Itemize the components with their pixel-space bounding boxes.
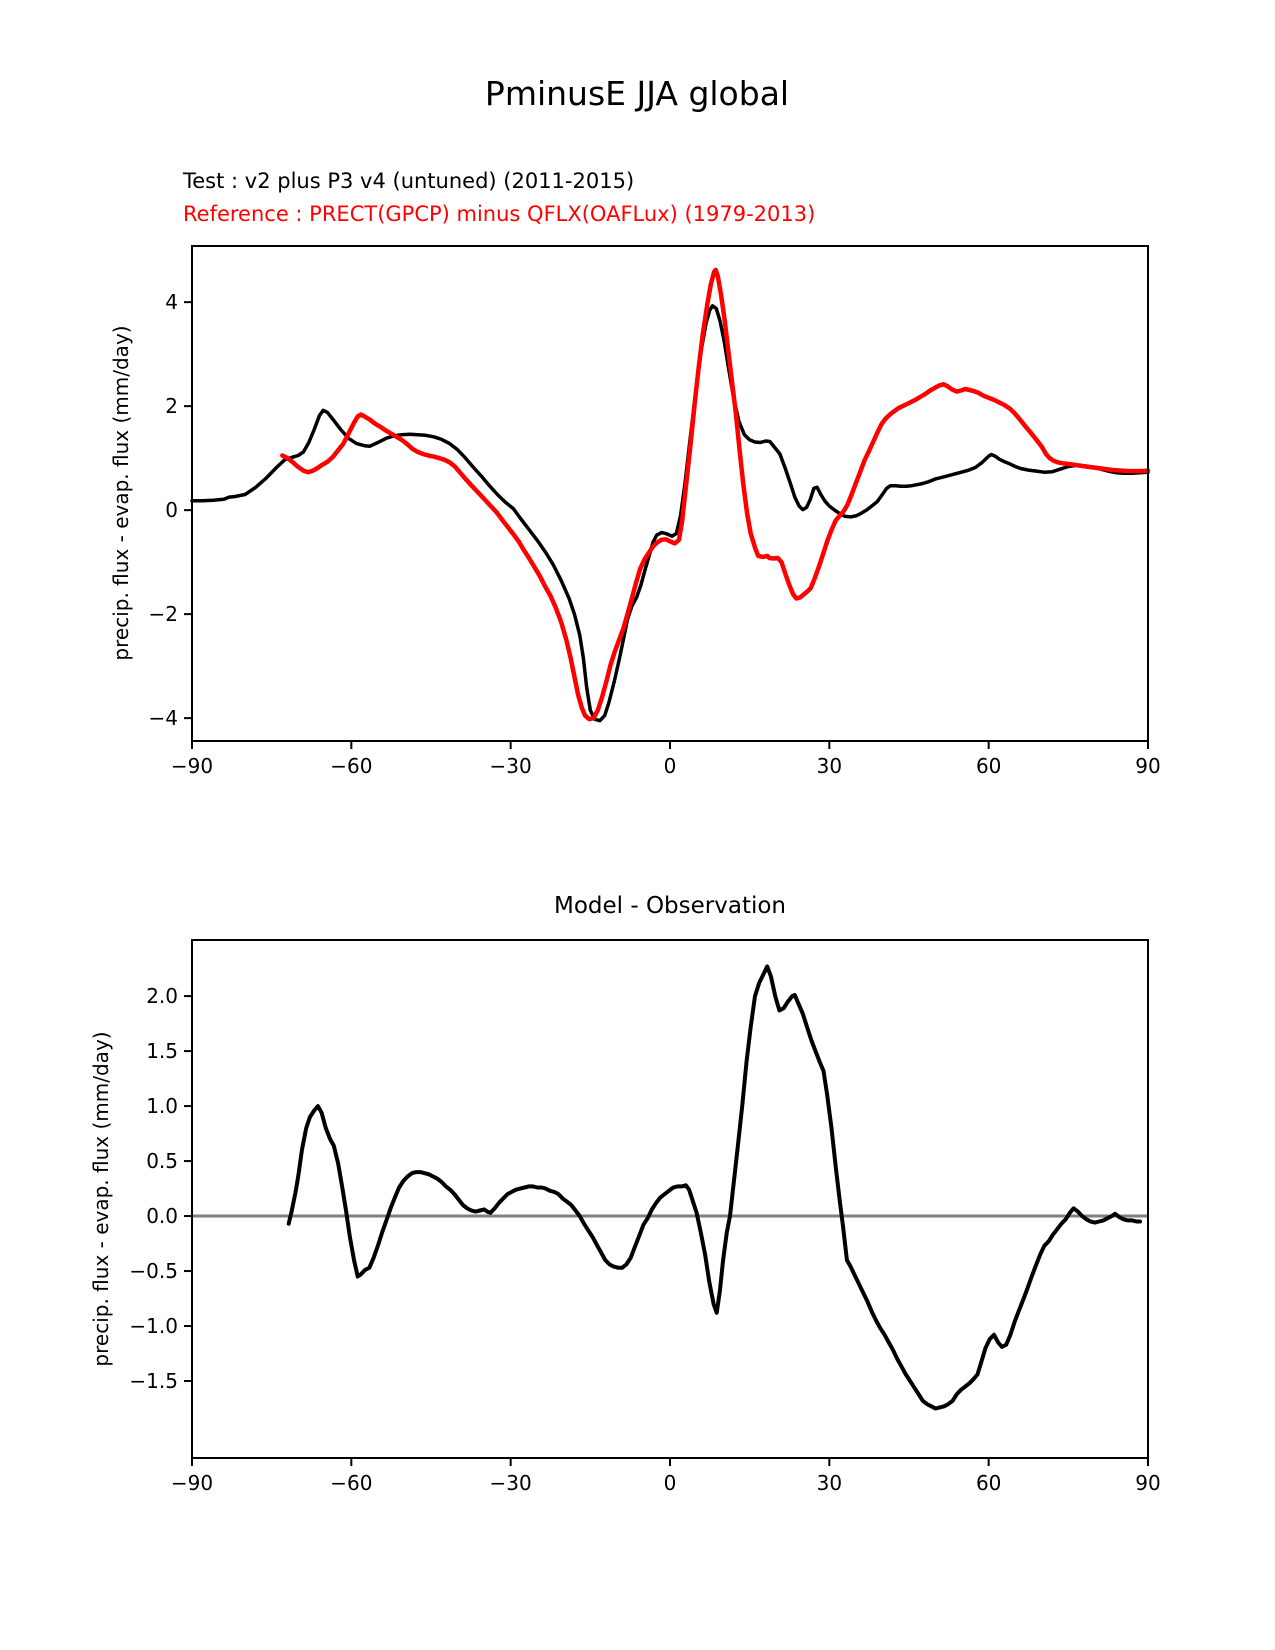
axes-spines <box>192 940 1148 1458</box>
legend-reference-label: Reference : PRECT(GPCP) minus QFLX(OAFLux) (1979-2013) <box>183 202 816 226</box>
x-tick-label: 0 <box>663 754 677 778</box>
series-line-0 <box>192 306 1148 721</box>
y-tick-label: 2.0 <box>146 984 178 1009</box>
x-tick-label: −90 <box>170 1471 214 1495</box>
x-tick-label: 30 <box>816 1471 843 1495</box>
x-tick-label: 60 <box>975 1471 1002 1495</box>
y-tick-label: −0.5 <box>129 1259 178 1284</box>
top-y-axis-label: precip. flux - evap. flux (mm/day) <box>109 325 133 661</box>
bottom-chart-title: Model - Observation <box>553 893 787 919</box>
y-tick-label: 4 <box>165 290 178 315</box>
x-tick-label: 0 <box>663 1471 677 1495</box>
y-tick-label: 1.0 <box>146 1094 178 1119</box>
y-tick-label: 0 <box>165 498 178 523</box>
axes-spines <box>192 246 1148 741</box>
series-line-1 <box>282 270 1148 719</box>
x-tick-label: −90 <box>170 754 214 778</box>
x-tick-label: −60 <box>330 1471 373 1495</box>
x-tick-label: 30 <box>816 754 843 778</box>
y-tick-label: 1.5 <box>146 1039 178 1064</box>
y-tick-label: −4 <box>148 706 178 731</box>
x-tick-label: 90 <box>1135 1471 1161 1495</box>
x-tick-label: 90 <box>1135 754 1161 778</box>
y-tick-label: −1.0 <box>129 1314 178 1339</box>
x-tick-label: −60 <box>330 754 373 778</box>
series-line-0 <box>289 966 1140 1408</box>
y-tick-label: 0.5 <box>146 1149 178 1174</box>
y-tick-label: −2 <box>148 602 178 627</box>
y-tick-label: −1.5 <box>129 1369 178 1394</box>
bottom-y-axis-label: precip. flux - evap. flux (mm/day) <box>89 1031 113 1367</box>
legend-test-label: Test : v2 plus P3 v4 (untuned) (2011-2015) <box>183 169 635 193</box>
x-tick-label: 60 <box>975 754 1002 778</box>
top-chart-title: PminusE JJA global <box>484 74 790 113</box>
x-tick-label: −30 <box>489 1471 532 1495</box>
x-tick-label: −30 <box>489 754 532 778</box>
y-tick-label: 0.0 <box>146 1204 178 1229</box>
y-tick-label: 2 <box>165 394 178 419</box>
